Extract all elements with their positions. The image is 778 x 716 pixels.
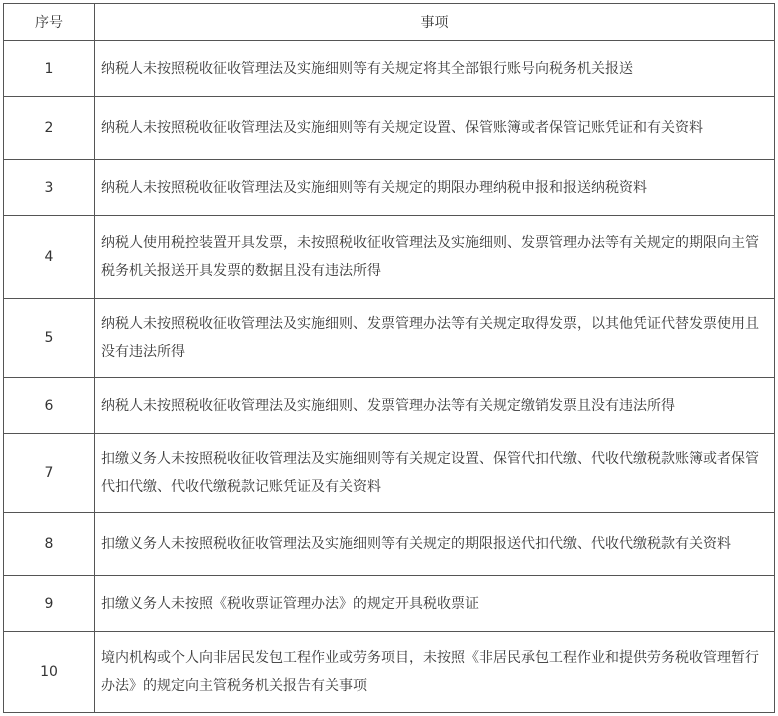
table-row: [4, 97, 775, 160]
table-row: [4, 216, 775, 299]
row-text: 纳税人未按照税收征收管理法及实施细则等有关规定将其全部银行账号向税务机关报送: [95, 41, 775, 97]
table-row: [4, 299, 775, 378]
row-number: 7: [4, 434, 95, 513]
row-number: 2: [4, 97, 95, 160]
row-text: 纳税人未按照税收征收管理法及实施细则、发票管理办法等有关规定缴销发票且没有违法所得: [95, 378, 775, 434]
row-number: 6: [4, 378, 95, 434]
matters-table: [3, 3, 775, 713]
table-row: [4, 513, 775, 576]
row-text: 纳税人未按照税收征收管理法及实施细则等有关规定的期限办理纳税申报和报送纳税资料: [95, 160, 775, 216]
row-number: 1: [4, 41, 95, 97]
row-number: 5: [4, 299, 95, 378]
row-text: 境内机构或个人向非居民发包工程作业或劳务项目，未按照《非居民承包工程作业和提供劳务税收管理暂行办法》的规定向主管税务机关报告有关事项: [95, 632, 775, 713]
row-number: 9: [4, 576, 95, 632]
row-text: 扣缴义务人未按照《税收票证管理办法》的规定开具税收票证: [95, 576, 775, 632]
row-text: 纳税人使用税控装置开具发票，未按照税收征收管理法及实施细则、发票管理办法等有关规定的期限向主管税务机关报送开具发票的数据且没有违法所得: [95, 216, 775, 299]
table-row: [4, 434, 775, 513]
table-row: [4, 41, 775, 97]
row-number: 8: [4, 513, 95, 576]
row-text: 纳税人未按照税收征收管理法及实施细则、发票管理办法等有关规定取得发票，以其他凭证代替发票使用且没有违法所得: [95, 299, 775, 378]
row-text: 纳税人未按照税收征收管理法及实施细则等有关规定设置、保管账簿或者保管记账凭证和有关资料: [95, 97, 775, 160]
header-serial-number: 序号: [4, 4, 95, 41]
row-number: 3: [4, 160, 95, 216]
table-row: [4, 378, 775, 434]
table-row: [4, 632, 775, 713]
table-row: [4, 576, 775, 632]
table-row: [4, 160, 775, 216]
table-header-row: [4, 4, 775, 41]
row-number: 10: [4, 632, 95, 713]
row-text: 扣缴义务人未按照税收征收管理法及实施细则等有关规定设置、保管代扣代缴、代收代缴税款账簿或者保管代扣代缴、代收代缴税款记账凭证及有关资料: [95, 434, 775, 513]
row-number: 4: [4, 216, 95, 299]
row-text: 扣缴义务人未按照税收征收管理法及实施细则等有关规定的期限报送代扣代缴、代收代缴税款有关资料: [95, 513, 775, 576]
header-item: 事项: [95, 4, 775, 41]
